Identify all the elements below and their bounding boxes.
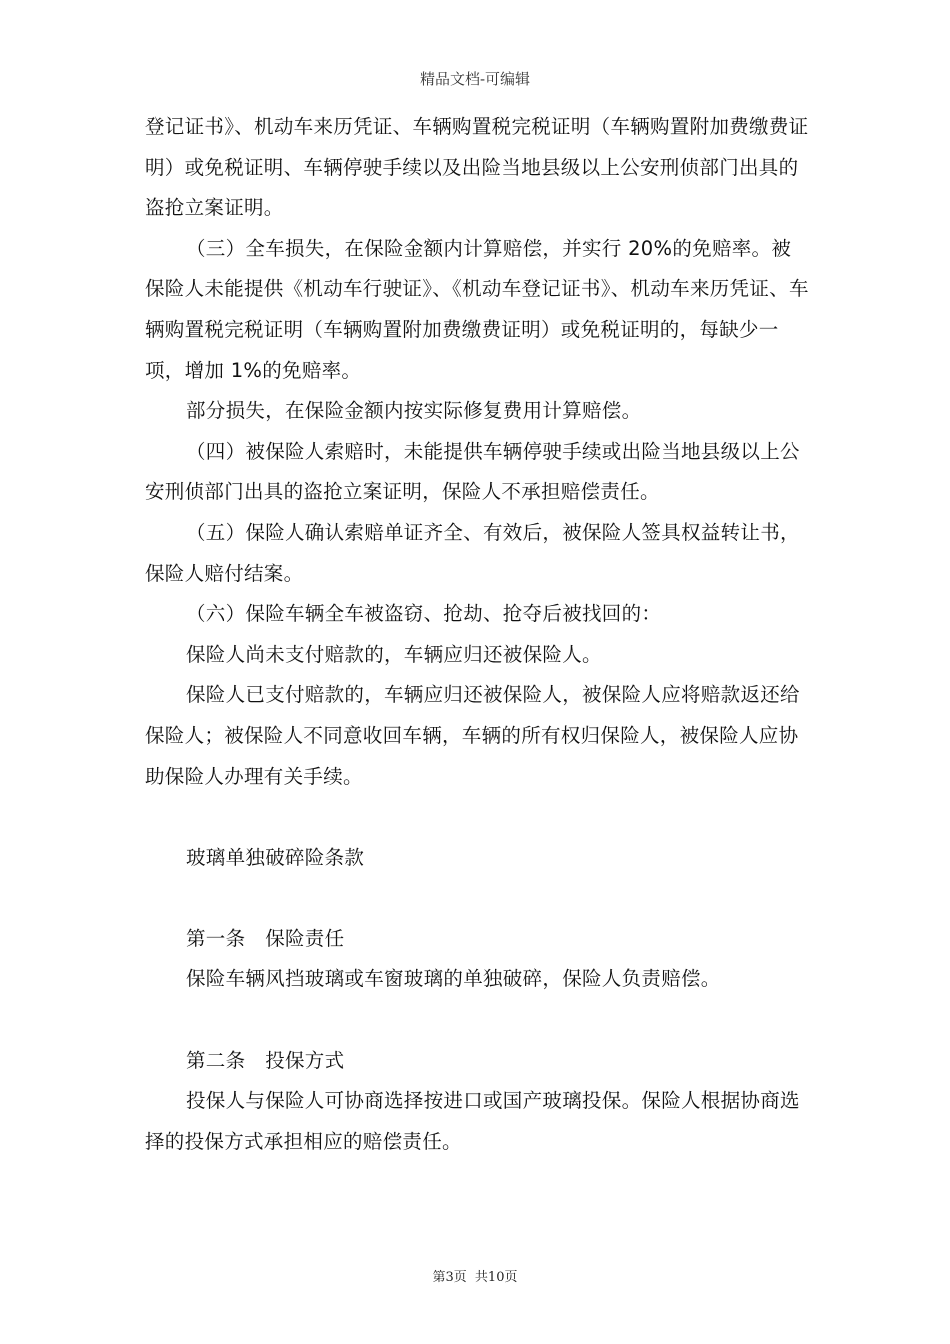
paragraph-rights-transfer: （五）保险人确认索赔单证齐全、有效后，被保险人签具权益转让书，保险人赔付结案。	[145, 520, 800, 585]
article-2-heading: 第二条 投保方式	[186, 1048, 345, 1072]
article-2-body: 投保人与保险人可协商选择按进口或国产玻璃投保。保险人根据协商选择的投保方式承担相应的赔偿责任。	[145, 1089, 800, 1153]
spacer	[145, 797, 810, 838]
section-title: 玻璃单独破碎险条款	[186, 845, 365, 869]
paragraph-continuation: 登记证书》、机动车来历凭证、车辆购置税完税证明（车辆购置附加费缴费证明）或免税证明、车辆停驶手续以及出险当地县级以上公安刑侦部门出具的盗抢立案证明。	[145, 115, 809, 220]
paragraph-claim-documents: （四）被保险人索赔时，未能提供车辆停驶手续或出险当地县级以上公安刑侦部门出具的盗抢立案证明，保险人不承担赔偿责任。	[145, 439, 800, 504]
document-body	[145, 107, 810, 1162]
paragraph-unpaid-claim: 保险人尚未支付赔款的，车辆应归还被保险人。	[186, 642, 602, 666]
page-footer: 第3页 共10页	[432, 1270, 518, 1285]
paragraph-recovered-vehicle: （六）保险车辆全车被盗窃、抢劫、抢夺后被找回的：	[186, 602, 662, 626]
spacer	[145, 878, 810, 919]
paragraph-paid-claim: 保险人已支付赔款的，车辆应归还被保险人，被保险人应将赔款返还给保险人；被保险人不同意收回车辆，车辆的所有权归保险人，被保险人应协助保险人办理有关手续。	[145, 683, 800, 788]
article-1-heading: 第一条 保险责任	[186, 926, 345, 950]
spacer	[145, 1000, 810, 1041]
page-header: 精品文档-可编辑	[419, 70, 531, 88]
article-1-body: 保险车辆风挡玻璃或车窗玻璃的单独破碎，保险人负责赔偿。	[186, 967, 721, 991]
paragraph-total-loss: （三）全车损失，在保险金额内计算赔偿，并实行 20%的免赔率。被保险人未能提供《机动车行驶证》、《机动车登记证书》、机动车来历凭证、车辆购置税完税证明（车辆购置附加费缴费证明）或免税证明的，每缺少一项，增加 1%的免赔率。	[145, 236, 809, 382]
paragraph-partial-loss: 部分损失，在保险金额内按实际修复费用计算赔偿。	[186, 399, 642, 423]
